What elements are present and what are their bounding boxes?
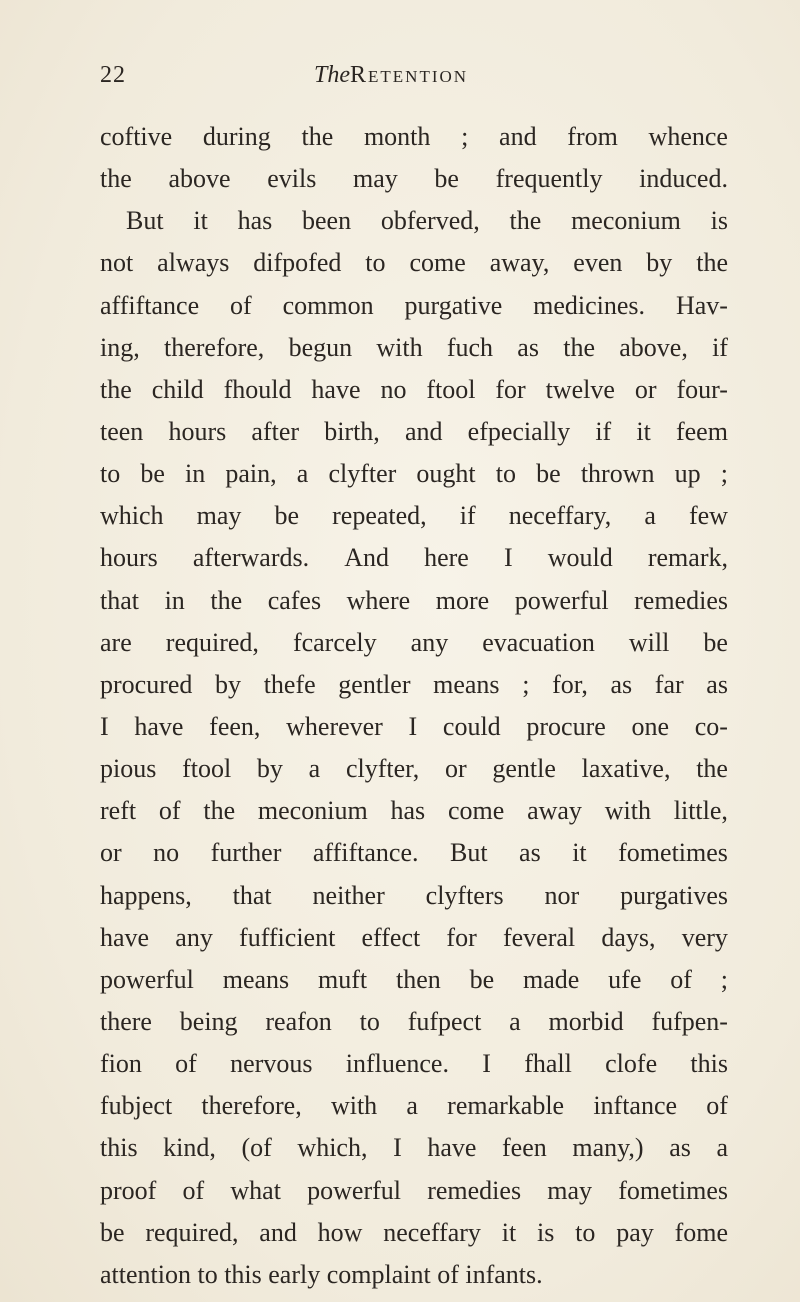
text-line: affiftance of common purgative medicines. Hav- (100, 290, 728, 320)
text-line: proof of what powerful remedies may fometimes (100, 1175, 728, 1205)
text-line: procured by thefe gentler means ; for, as far as (100, 669, 728, 699)
text-line: ing, therefore, begun with fuch as the above, if (100, 332, 728, 362)
text-line: that in the cafes where more powerful remedies (100, 585, 728, 615)
text-line: powerful means muft then be made ufe of ; (100, 964, 728, 994)
running-head (314, 62, 468, 89)
text-line: teen hours after birth, and efpecially if it feem (100, 416, 728, 446)
text-line: coftive during the month ; and from whence (100, 122, 728, 151)
text-line: hours afterwards. And here I would remark, (100, 543, 728, 573)
text-line: to be in pain, a clyfter ought to be thrown up ; (100, 459, 728, 489)
text-line: or no further affiftance. But as it fometimes (100, 838, 728, 868)
text-line: which may be repeated, if neceffary, a few (100, 501, 728, 531)
text-line: have any fufficient effect for feveral days, very (100, 922, 728, 952)
running-head-title: Retention (350, 62, 469, 88)
page-header (100, 62, 690, 98)
text-line: not always difpofed to come away, even by the (100, 248, 728, 278)
text-line: there being reafon to fufpect a morbid fufpen- (100, 1006, 728, 1036)
text-line: be required, and how neceffary it is to pay fome (100, 1217, 728, 1247)
text-line: I have feen, wherever I could procure one co- (100, 711, 728, 741)
text-line: fion of nervous influence. I fhall clofe this (100, 1049, 728, 1079)
text-line: pious ftool by a clyfter, or gentle laxative, the (100, 754, 728, 784)
text-line: fubject therefore, with a remarkable inftance of (100, 1091, 728, 1121)
text-line: attention to this early complaint of infants. (100, 1259, 543, 1289)
text-line: this kind, (of which, I have feen many,) as a (100, 1133, 728, 1163)
running-head-prefix: The (314, 62, 350, 88)
text-line: reft of the meconium has come away with little, (100, 796, 728, 826)
text-line: happens, that neither clyfters nor purgatives (100, 880, 728, 910)
text-line: are required, fcarcely any evacuation will be (100, 627, 728, 657)
page-number: 22 (100, 62, 126, 88)
text-line: But it has been obferved, the meconium is (126, 206, 728, 236)
text-line: the child fhould have no ftool for twelve or four- (100, 374, 728, 404)
body-text (100, 116, 728, 1296)
text-line: the above evils may be frequently induced. (100, 164, 728, 194)
